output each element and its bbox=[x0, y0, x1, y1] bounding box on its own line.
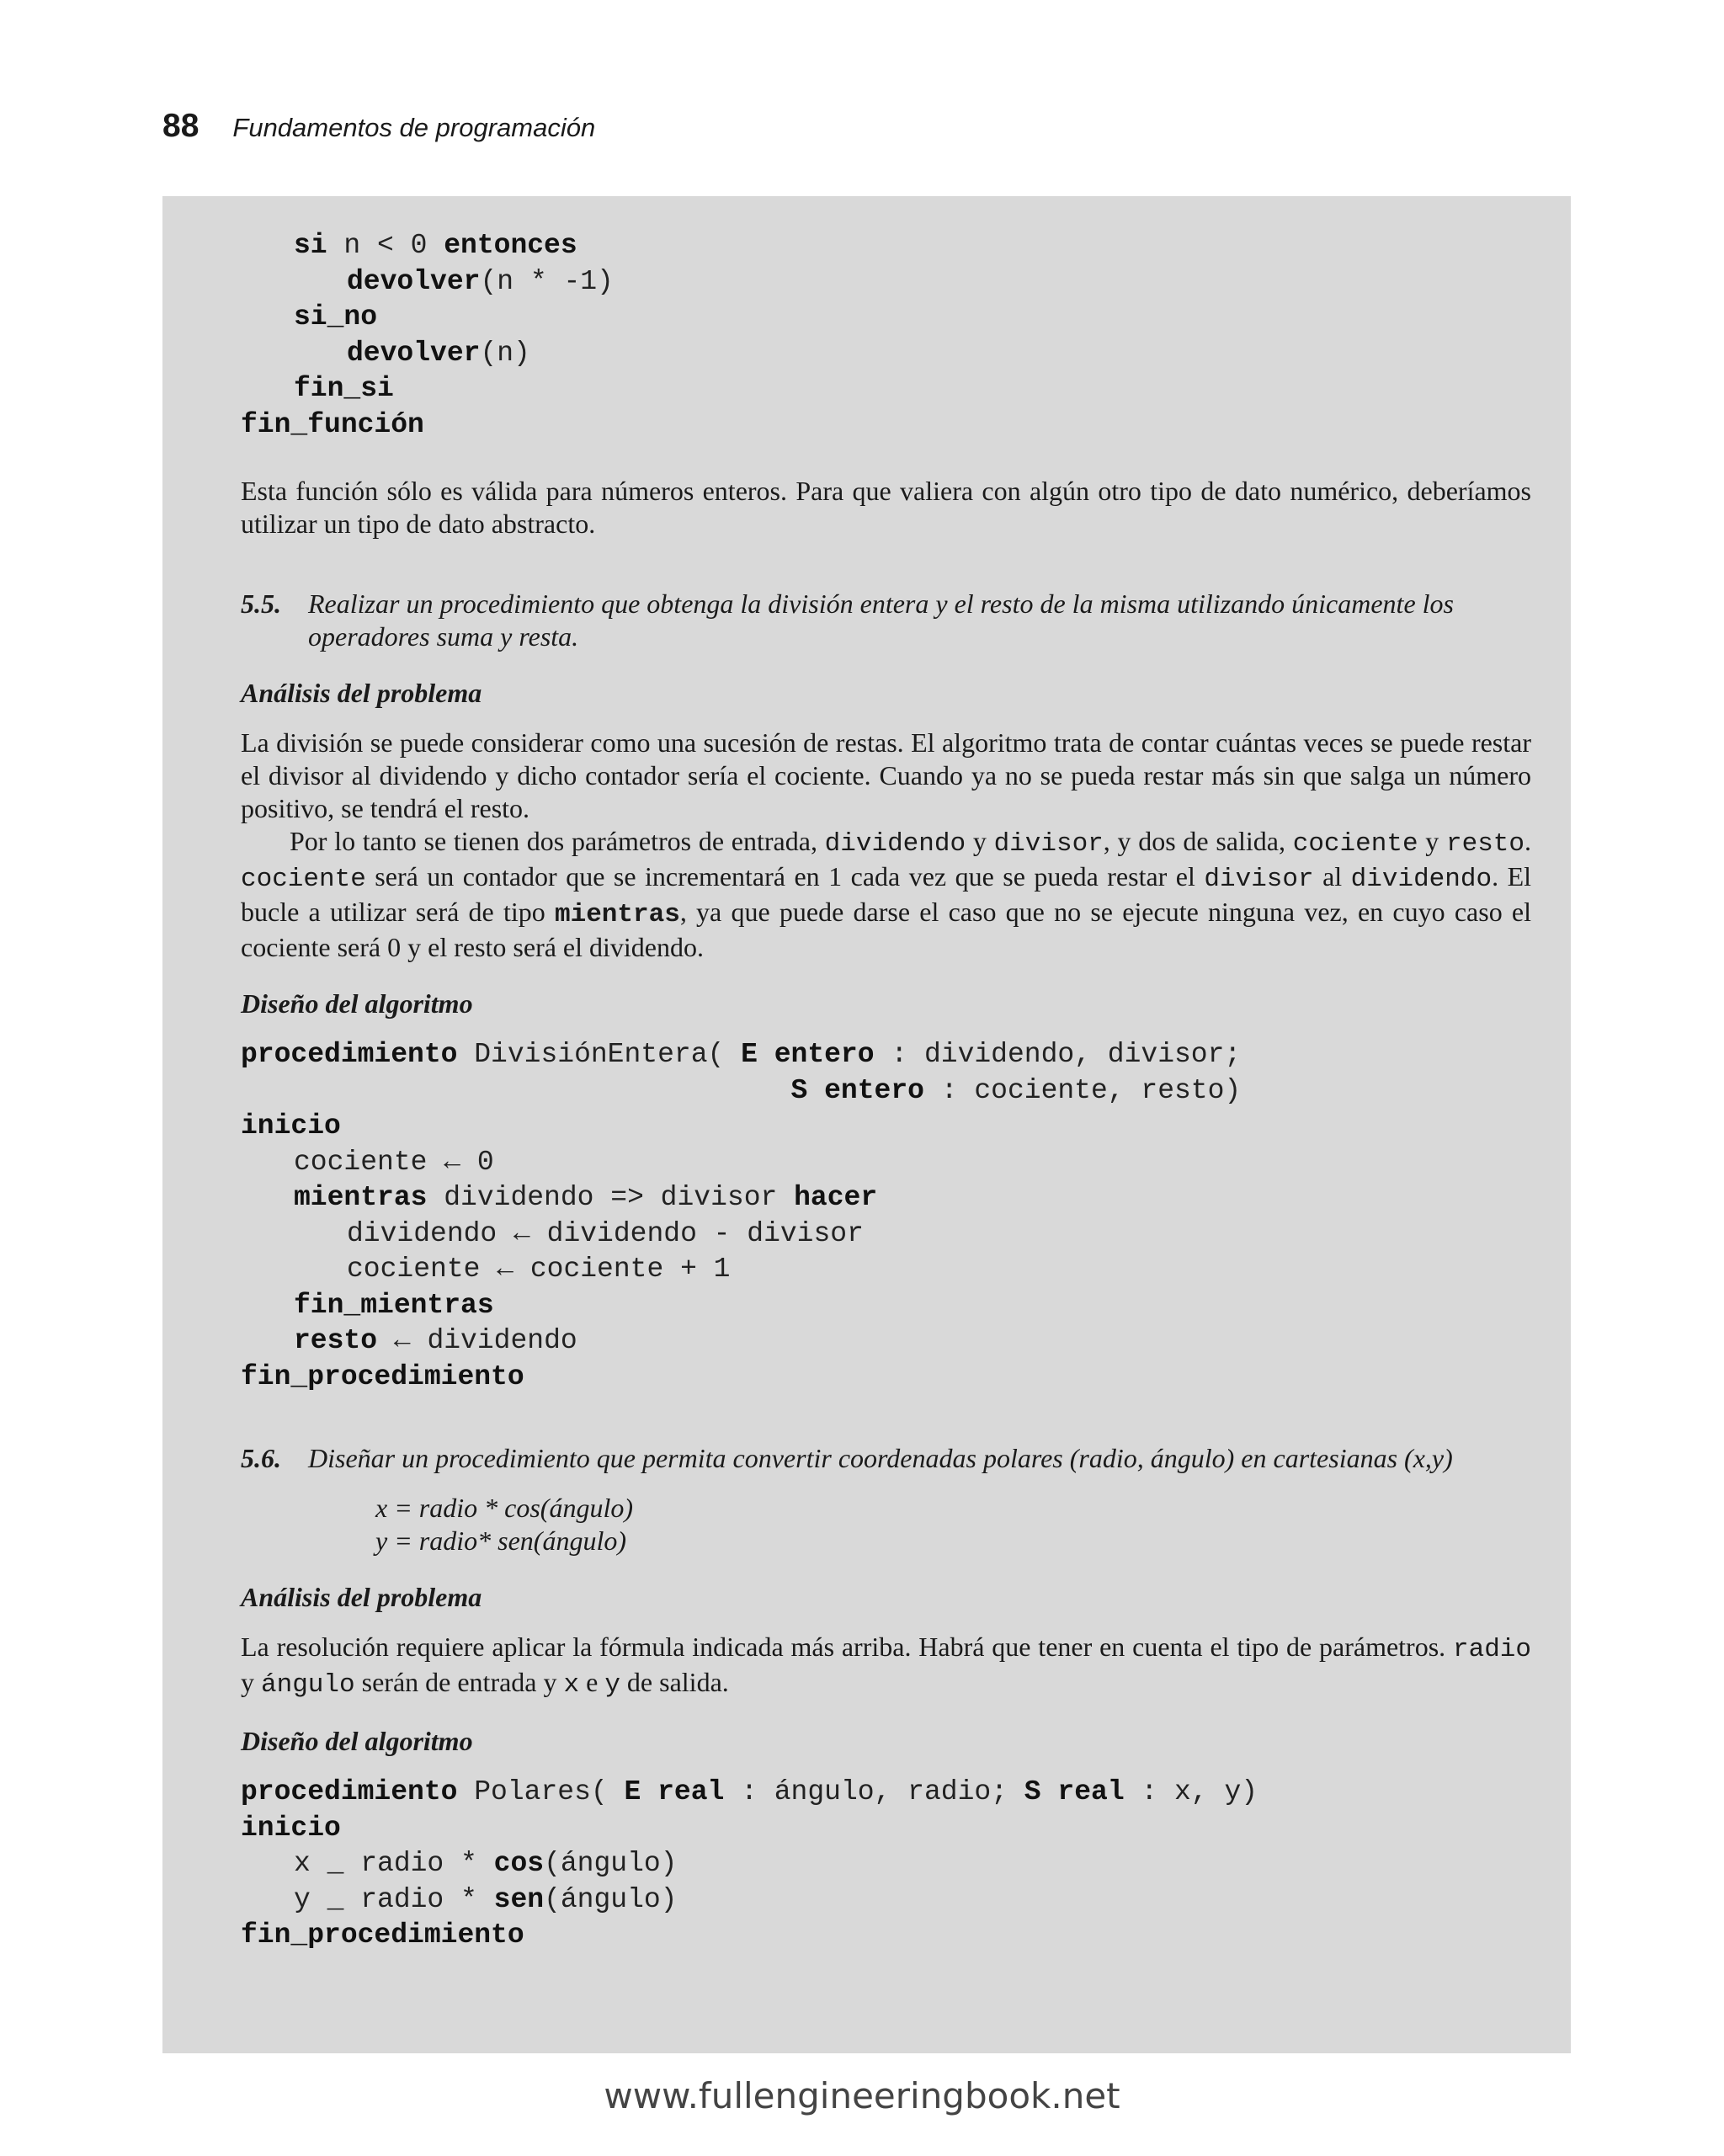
analysis-paragraph: Por lo tanto se tienen dos parámetros de entrada, dividendo y divisor, y dos de salida, cociente y resto. cociente será un contador que se incrementará en 1 cada vez que se pueda restar el divisor al dividendo. El bucle a utilizar será de tipo mientras, ya que puede darse el caso que no se ejecute ninguna vez, en cuyo caso el cociente será 0 y el resto será el dividendo. bbox=[241, 826, 1532, 962]
analysis-paragraph: La división se puede considerar como una sucesión de restas. El algoritmo trata de contar cuántas veces se puede restar el divisor al dividendo y dicho contador sería el cociente. Cuando ya no se pueda restar más sin que salga un número positivo, se tendrá el resto. bbox=[241, 727, 1531, 823]
footer-url: www.fullengineeringbook.net bbox=[604, 2075, 1120, 2116]
running-title: Fundamentos de programación bbox=[232, 113, 596, 142]
section-title-analysis: Análisis del problema bbox=[241, 1582, 482, 1612]
code-block-division: procedimiento DivisiónEntera( E entero : dividendo, divisor; S entero : cociente, resto) inicio cociente ← 0 mientras dividendo => divisor hacer dividendo ← dividendo - divisor cociente ← cociente + 1 fin_mientras resto ← dividendo fin_procedimiento bbox=[241, 1039, 1242, 1392]
exercise-statement: Realizar un procedimiento que obtenga la división entera y el resto de la misma utilizando únicamente los operadores suma y resta. bbox=[308, 588, 1454, 652]
section-title-design: Diseño del algoritmo bbox=[241, 1726, 473, 1756]
analysis-paragraph: La resolución requiere aplicar la fórmula indicada más arriba. Habrá que tener en cuenta el tipo de parámetros. radio y ángulo serán de entrada y x e y de salida. bbox=[241, 1632, 1531, 1700]
code-block-abs-function: si n < 0 entonces devolver(n * -1) si_no devolver(n) fin_si fin_función bbox=[241, 230, 614, 440]
exercise-5-6 bbox=[241, 1442, 1531, 1475]
section-title-design: Diseño del algoritmo bbox=[241, 988, 473, 1019]
code-block-polares: procedimiento Polares( E real : ángulo, radio; S real : x, y) inicio x _ radio * cos(ángulo) y _ radio * sen(ángulo) fin_procedimiento bbox=[241, 1776, 1258, 1951]
section-title-analysis: Análisis del problema bbox=[241, 678, 482, 708]
exercise-number: 5.5. bbox=[241, 588, 281, 619]
page-header bbox=[162, 108, 595, 150]
exercise-content bbox=[241, 228, 1531, 1954]
exercise-number: 5.6. bbox=[241, 1443, 281, 1473]
formula-y: y = radio* sen(ángulo) bbox=[375, 1525, 626, 1556]
exercise-5-5 bbox=[241, 588, 1531, 653]
formula-x: x = radio * cos(ángulo) bbox=[375, 1493, 633, 1523]
page-number: 88 bbox=[162, 108, 200, 144]
exercise-statement: Diseñar un procedimiento que permita convertir coordenadas polares (radio, ángulo) en cartesianas (x,y) bbox=[308, 1443, 1453, 1473]
exercise-box bbox=[162, 196, 1571, 2053]
paragraph-note: Esta función sólo es válida para números enteros. Para que valiera con algún otro tipo de dato numérico, deberíamos utilizar un tipo de dato abstracto. bbox=[241, 476, 1531, 539]
